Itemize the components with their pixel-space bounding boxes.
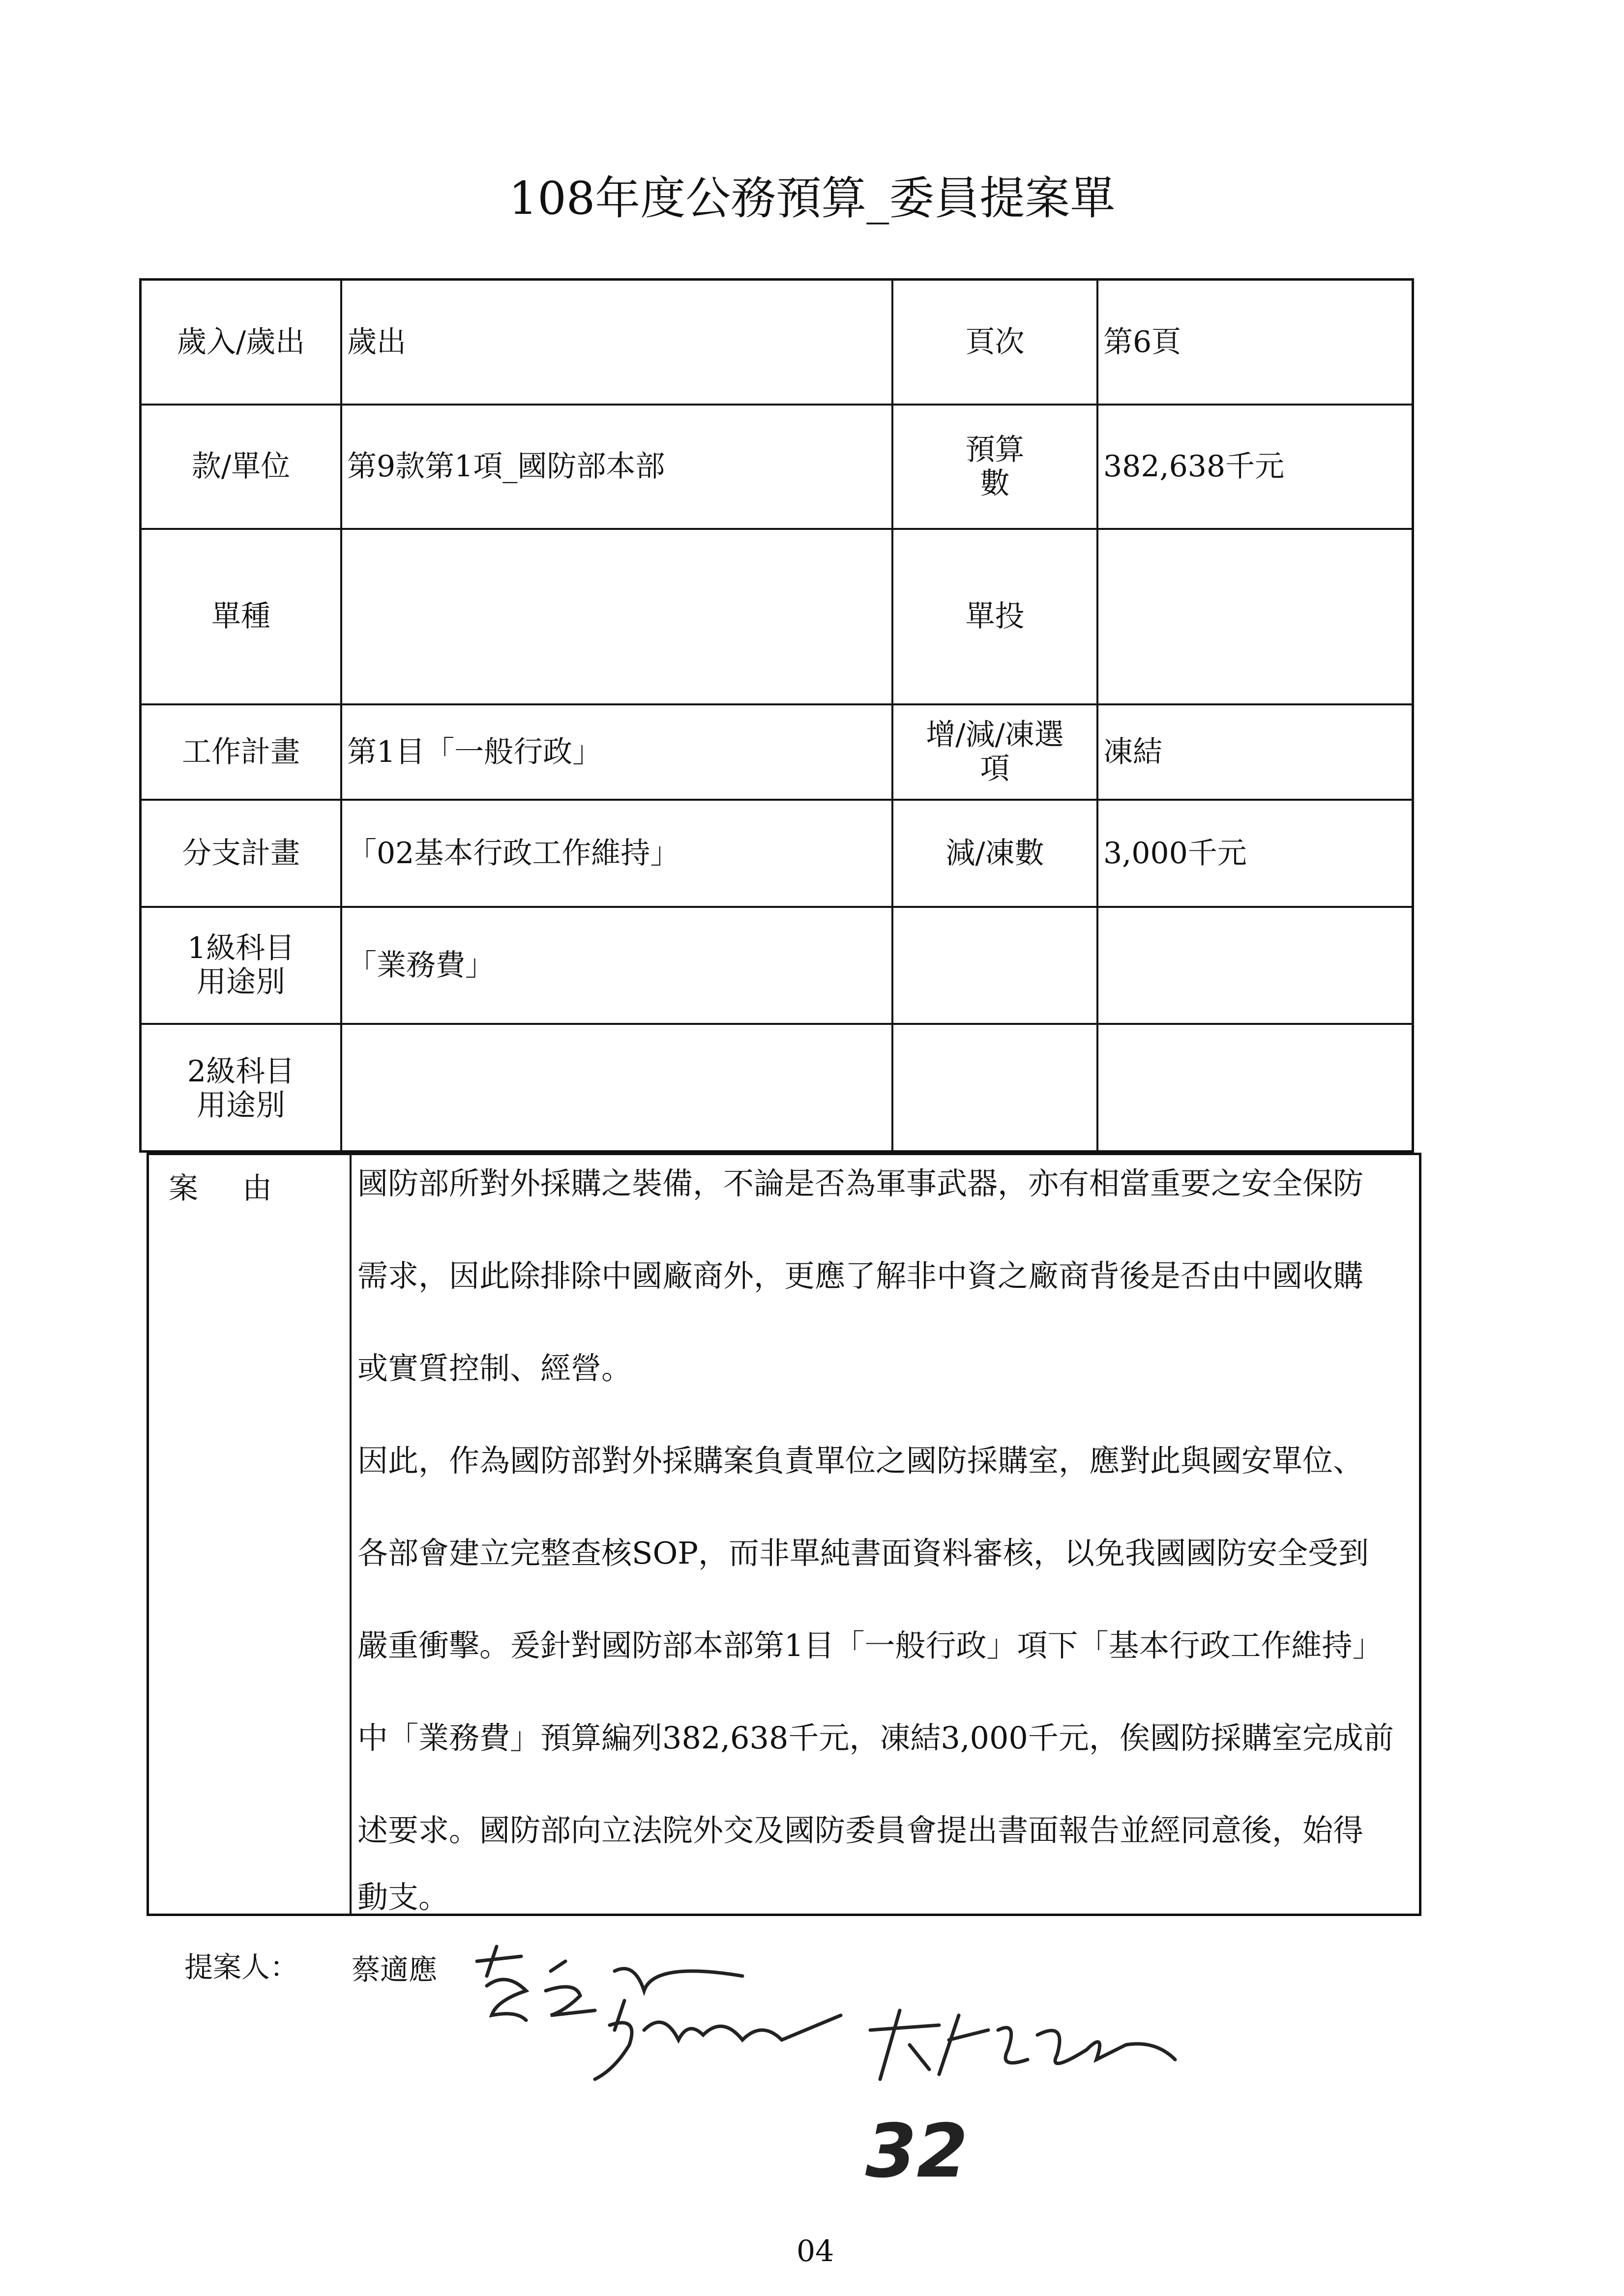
value-work-plan: 第1目「一般行政」 [342, 705, 893, 801]
handwritten-number: 32 [865, 2109, 968, 2194]
value-income-expense: 歲出 [342, 281, 893, 406]
label-section-unit: 款/單位 [142, 406, 342, 530]
label-blank-2 [893, 1025, 1098, 1153]
value-budget: 382,638千元 [1098, 406, 1412, 530]
label-level2-item: 2級科目用途別 [142, 1025, 342, 1153]
case-line: 需求，因此除排除中國廠商外，更應了解非中資之廠商背後是否由中國收購 [357, 1258, 1364, 1294]
case-line: 因此，作為國防部對外採購案負責單位之國防採購室，應對此與國安單位、 [357, 1443, 1364, 1479]
case-line: 中「業務費」預算編列382,638千元，凍結3,000千元，俟國防採購室完成前 [357, 1720, 1394, 1756]
value-level1-item: 「業務費」 [342, 908, 893, 1025]
value-investment [1098, 530, 1412, 705]
signature-stroke [870, 2010, 1175, 2079]
handwritten-signatures [467, 1932, 1328, 2138]
case-reason-section [147, 1153, 1421, 1916]
signature-stroke [477, 1947, 526, 2020]
label-service: 單種 [142, 530, 342, 705]
value-level2-item [342, 1025, 893, 1153]
value-reduce-freeze-amount: 3,000千元 [1098, 801, 1412, 908]
proposer-label: 提案人： [184, 1950, 299, 1984]
case-line: 國防部所對外採購之裝備，不論是否為軍事武器，亦有相當重要之安全保防 [357, 1165, 1364, 1201]
label-investment: 單投 [893, 530, 1098, 705]
value-service [342, 530, 893, 705]
proposer-name: 蔡適應 [352, 1953, 438, 1986]
case-line: 述要求。國防部向立法院外交及國防委員會提出書面報告並經同意後，始得 [357, 1812, 1364, 1848]
case-line: 動支。 [357, 1879, 449, 1915]
value-branch-plan: 「02基本行政工作維持」 [342, 801, 893, 908]
value-blank-1 [1098, 908, 1412, 1025]
case-line: 各部會建立完整查核SOP，而非單純書面資料審核，以免我國國防安全受到 [357, 1535, 1369, 1571]
value-page: 第6頁 [1098, 281, 1412, 406]
signature-stroke [595, 2001, 841, 2079]
proposal-table [139, 278, 1414, 1153]
page-number: 04 [797, 2234, 834, 2268]
label-blank-1 [893, 908, 1098, 1025]
case-line: 或實質控制、經營。 [357, 1350, 632, 1386]
value-option: 凍結 [1098, 705, 1412, 801]
label-income-expense: 歲入/歲出 [142, 281, 342, 406]
label-level1-item: 1級科目用途別 [142, 908, 342, 1025]
case-line: 嚴重衝擊。爰針對國防部本部第1目「一般行政」項下「基本行政工作維持」 [357, 1628, 1383, 1663]
case-body [350, 1155, 1421, 1914]
signature-stroke [615, 1969, 742, 1991]
value-section-unit: 第9款第1項_國防部本部 [342, 406, 893, 530]
label-budget: 預算數 [893, 406, 1098, 530]
label-branch-plan: 分支計畫 [142, 801, 342, 908]
label-page: 頁次 [893, 281, 1098, 406]
page-title: 108年度公務預算_委員提案單 [508, 172, 1116, 225]
label-reduce-freeze-amount: 減/凍數 [893, 801, 1098, 908]
value-blank-2 [1098, 1025, 1412, 1153]
label-work-plan: 工作計畫 [142, 705, 342, 801]
case-label: 案由 [169, 1171, 316, 1206]
signature-stroke [546, 1961, 595, 2015]
label-option: 增/減/凍選項 [893, 705, 1098, 801]
